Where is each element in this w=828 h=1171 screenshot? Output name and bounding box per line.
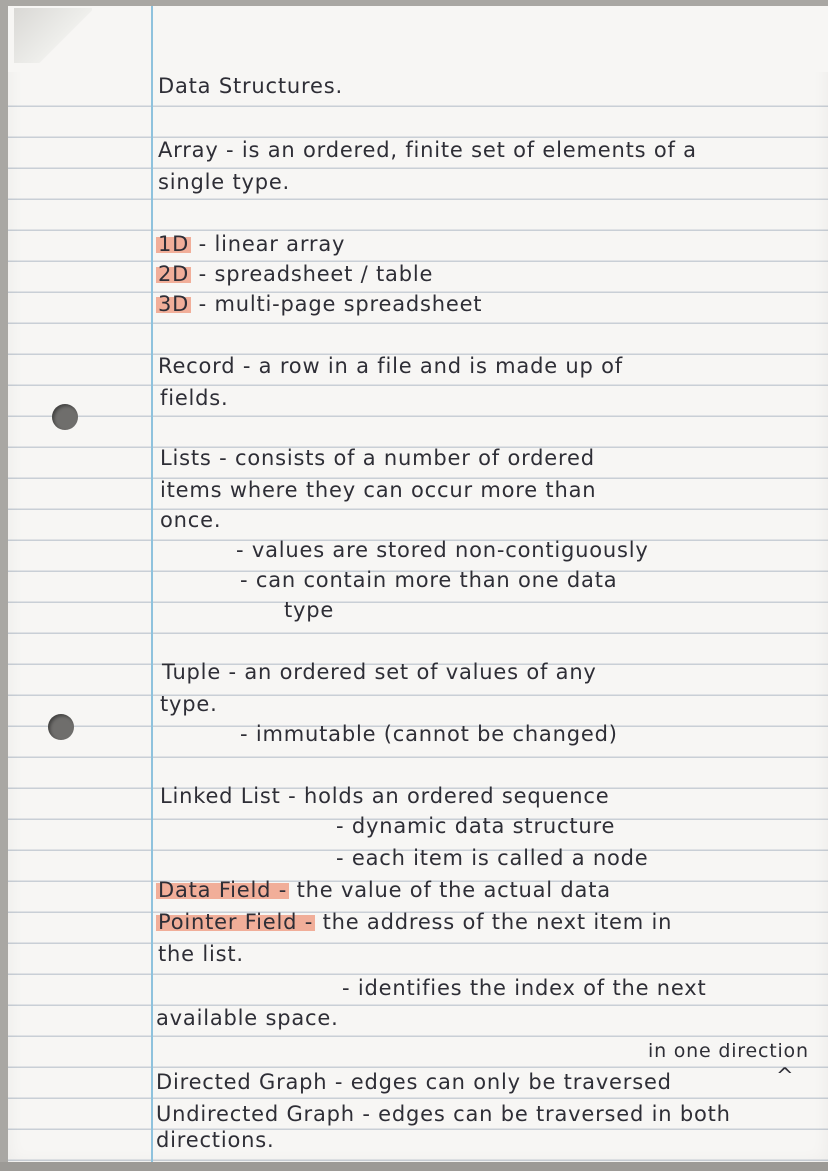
- highlight-2d: 2D: [158, 262, 190, 286]
- insert-caret: ^: [776, 1064, 795, 1088]
- undirected-graph-definition: Undirected Graph - edges can be traversed in both: [156, 1102, 731, 1126]
- page-header-area: [8, 6, 828, 72]
- array-3d-line: [156, 294, 482, 315]
- punch-hole: [48, 714, 74, 740]
- lists-bullet: - can contain more than one data: [240, 568, 618, 592]
- record-definition: Record - a row in a file and is made up of: [158, 354, 623, 378]
- folded-corner: [14, 8, 92, 63]
- linked-list-bullet-cont: available space.: [156, 1006, 339, 1030]
- lists-definition: Lists - consists of a number of ordered: [160, 446, 595, 470]
- tuple-bullet: - immutable (cannot be changed): [240, 722, 618, 746]
- linked-list-bullet: - identifies the index of the next: [342, 976, 707, 1000]
- array-definition: Array - is an ordered, finite set of elements of a: [158, 138, 697, 162]
- array-2d-line: [156, 264, 433, 285]
- margin-line: [151, 6, 153, 1164]
- linked-list-bullet: - dynamic data structure: [336, 814, 616, 838]
- highlight-1d: 1D: [158, 232, 190, 256]
- linked-list-bullet: - each item is called a node: [336, 846, 649, 870]
- pointer-field-line: [156, 912, 672, 933]
- highlight-data-field: Data Field -: [158, 878, 288, 902]
- linked-list-definition: Linked List - holds an ordered sequence: [160, 784, 610, 808]
- pointer-field-text: the address of the next item in: [322, 910, 673, 934]
- tuple-definition-cont: type.: [160, 692, 218, 716]
- directed-graph-definition: Directed Graph - edges can only be traversed: [156, 1070, 672, 1094]
- array-1d-line: [156, 234, 345, 255]
- array-definition-cont: single type.: [158, 170, 291, 194]
- graph-insert-note: in one direction: [648, 1040, 809, 1062]
- data-field-line: [156, 880, 611, 901]
- pointer-field-cont: the list.: [158, 942, 244, 966]
- tuple-definition: Tuple - an ordered set of values of any: [162, 660, 597, 684]
- page-title: Data Structures.: [158, 74, 343, 98]
- lists-bullet: - values are stored non-contiguously: [236, 538, 649, 562]
- array-3d-text: - multi-page spreadsheet: [198, 292, 483, 316]
- lists-definition-cont: once.: [160, 508, 222, 532]
- lists-bullet-cont: type: [284, 598, 335, 622]
- punch-hole: [52, 404, 78, 430]
- highlight-pointer-field: Pointer Field -: [158, 910, 314, 934]
- record-definition-cont: fields.: [160, 386, 229, 410]
- undirected-graph-cont: directions.: [156, 1128, 275, 1152]
- data-field-text: the value of the actual data: [296, 878, 611, 902]
- array-2d-text: - spreadsheet / table: [198, 262, 434, 286]
- lists-definition-cont: items where they can occur more than: [160, 478, 597, 502]
- highlight-3d: 3D: [158, 292, 190, 316]
- array-1d-text: - linear array: [198, 232, 346, 256]
- page-bottom-edge: [0, 1162, 828, 1171]
